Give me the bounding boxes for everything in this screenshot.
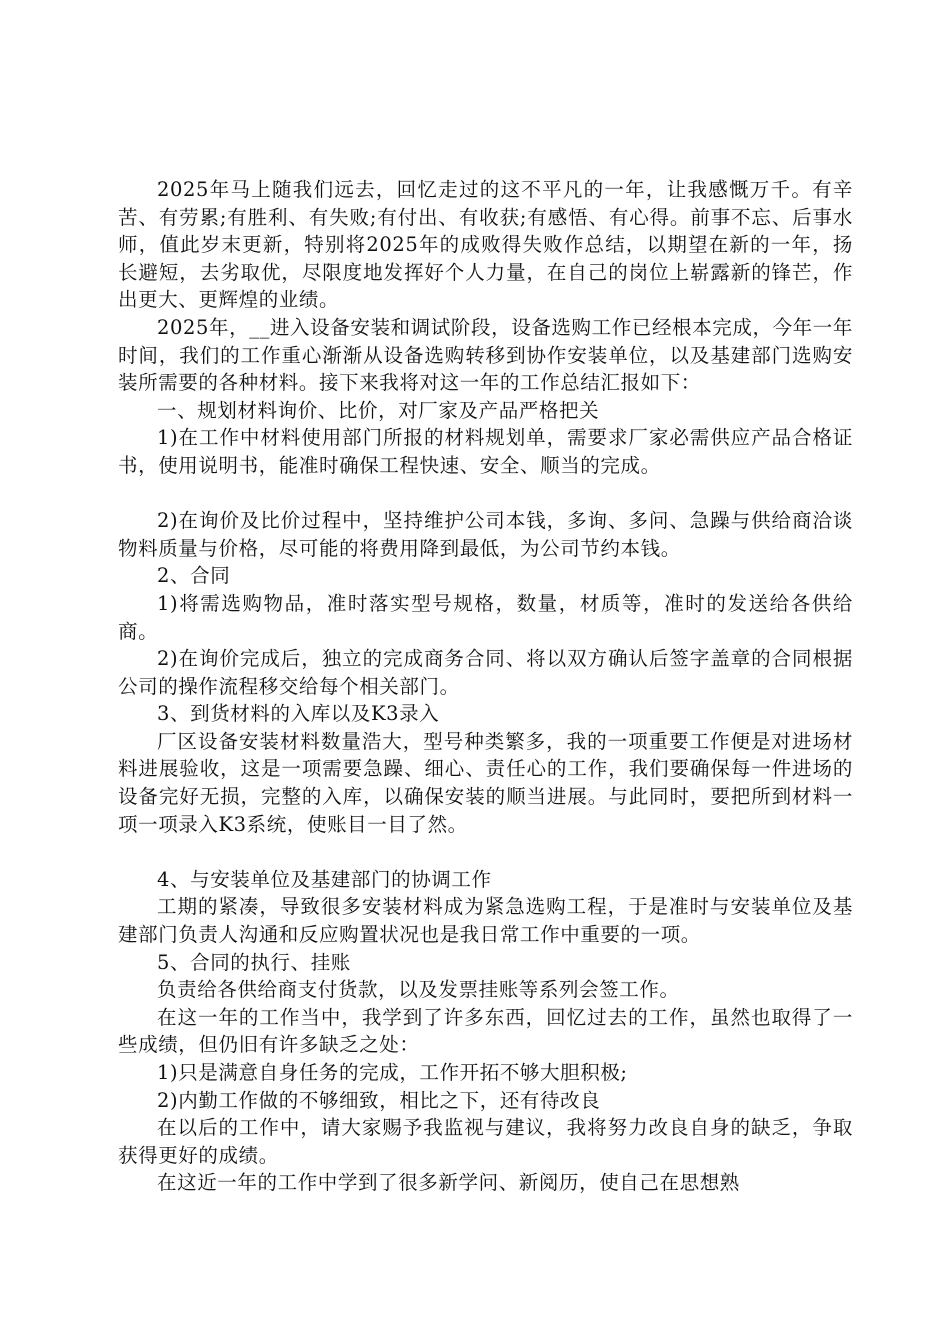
- list-item-1-2: 2)在询价及比价过程中，坚持维护公司本钱，多询、多问、急躁与供给商洽谈物料质量与价格，尽可能的将费用降到最低，为公司节约本钱。: [118, 509, 853, 560]
- paragraph-section-4: 工期的紧凑，导致很多安装材料成为紧急选购工程，于是准时与安装单位及基建部门负责人沟通和反应购置状况也是我日常工作中重要的一项。: [118, 895, 853, 947]
- section-heading-1: 一、规划材料询价、比价，对厂家及产品严格把关: [157, 398, 600, 422]
- section-heading-2: 2、合同: [157, 564, 231, 588]
- list-item-2-1: 1)将需选购物品，准时落实型号规格，数量，材质等，准时的发送给各供给商。: [118, 591, 853, 643]
- list-item-1-1: 1)在工作中材料使用部门所报的材料规划单，需要求厂家必需供应产品合格证书，使用说明书，能准时确保工程快速、安全、顺当的完成。: [118, 426, 853, 477]
- section-heading-4: 4、与安装单位及基建部门的协调工作: [157, 867, 492, 891]
- shortcoming-item-2: 2)内勤工作做的不够细致，相比之下，还有待改良: [157, 1088, 601, 1112]
- list-item-2-2: 2)在询价完成后，独立的完成商务合同、将以双方确认后签字盖章的合同根据公司的操作流程移交给每个相关部门。: [118, 647, 853, 698]
- paragraph-intro: 2025年马上随我们远去，回忆走过的这不平凡的一年，让我感慨万千。有辛苦、有劳累;有胜利、有失败;有付出、有收获;有感悟、有心得。前事不忘、后事水师，值此岁末更新，特别将2025年的成败得失败作总结，以期望在新的一年，扬长避短，去劣取优，尽限度地发挥好个人力量，在自己的岗位上崭露新的锋芒，作出更大、更辉煌的业绩。: [118, 178, 853, 312]
- paragraph-section-5: 负责给各供给商支付货款，以及发票挂账等系列会签工作。: [157, 978, 680, 1002]
- section-heading-5: 5、合同的执行、挂账: [157, 950, 351, 974]
- paragraph-closing: 在这近一年的工作中学到了很多新学问、新阅历，使自己在思想熟: [157, 1171, 740, 1195]
- paragraph-overview: 2025年，__进入设备安装和调试阶段，设备选购工作已经根本完成，今年一年时间，我们的工作重心渐渐从设备选购转移到协作安装单位，以及基建部门选购安装所需要的各种材料。接下来我将对这一年的工作总结汇报如下：: [118, 315, 853, 395]
- paragraph-outlook: 在以后的工作中，请大家赐予我监视与建议，我将努力改良自身的缺乏，争取获得更好的成绩。: [118, 1116, 853, 1167]
- shortcoming-item-1: 1)只是满意自身任务的完成，工作开拓不够大胆积极;: [157, 1061, 628, 1084]
- paragraph-section-3: 厂区设备安装材料数量浩大，型号种类繁多，我的一项重要工作便是对进场材料进展验收，这是一项需要急躁、细心、责任心的工作，我们要确保每一件进场的设备完好无损，完整的入库，以确保安装的顺当进展。与此同时，要把所到材料一项一项录入K3系统，使账目一目了然。: [118, 729, 853, 836]
- document-body: [118, 176, 853, 1197]
- section-heading-3: 3、到货材料的入库以及K3录入: [157, 702, 440, 726]
- paragraph-reflection: 在这一年的工作当中，我学到了许多东西，回忆过去的工作，虽然也取得了一些成绩，但仍旧有许多缺乏之处：: [118, 1005, 853, 1057]
